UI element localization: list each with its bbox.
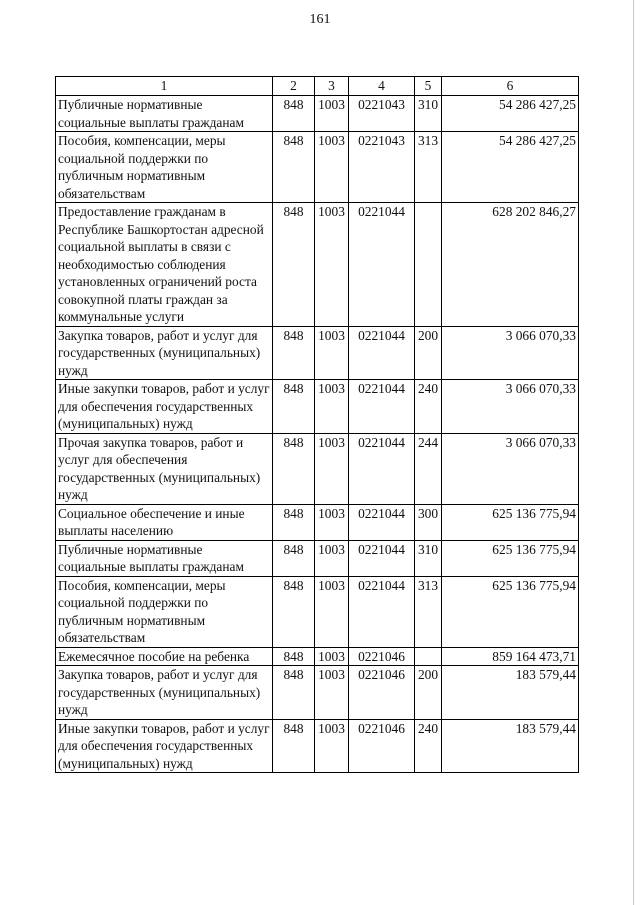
page-number: 161 bbox=[309, 12, 331, 27]
table-row bbox=[56, 326, 579, 380]
row-col2: 848 bbox=[273, 540, 315, 576]
row-col5: 240 bbox=[415, 380, 442, 434]
row-name: Публичные нормативные социальные выплаты гражданам bbox=[56, 540, 273, 576]
header-col-4: 4 bbox=[349, 77, 415, 96]
row-name: Публичные нормативные социальные выплаты гражданам bbox=[56, 96, 273, 132]
row-amount: 3 066 070,33 bbox=[442, 326, 579, 380]
header-col-5: 5 bbox=[415, 77, 442, 96]
row-col4: 0221046 bbox=[349, 647, 415, 666]
row-col5: 313 bbox=[415, 576, 442, 647]
header-row bbox=[56, 77, 579, 96]
row-amount: 54 286 427,25 bbox=[442, 96, 579, 132]
row-amount: 859 164 473,71 bbox=[442, 647, 579, 666]
table-row bbox=[56, 203, 579, 327]
row-col4: 0221044 bbox=[349, 540, 415, 576]
row-col5: 300 bbox=[415, 504, 442, 540]
row-name: Прочая закупка товаров, работ и услуг для обеспечения государственных (муниципальных) нужд bbox=[56, 433, 273, 504]
header-col-3: 3 bbox=[315, 77, 349, 96]
row-col3: 1003 bbox=[315, 433, 349, 504]
row-col2: 848 bbox=[273, 719, 315, 773]
header-col-1: 1 bbox=[56, 77, 273, 96]
row-name: Закупка товаров, работ и услуг для государственных (муниципальных) нужд bbox=[56, 666, 273, 720]
row-col2: 848 bbox=[273, 203, 315, 327]
row-col5: 310 bbox=[415, 540, 442, 576]
header-col-6: 6 bbox=[442, 77, 579, 96]
row-col2: 848 bbox=[273, 666, 315, 720]
row-name: Пособия, компенсации, меры социальной поддержки по публичным нормативным обязательствам bbox=[56, 132, 273, 203]
row-name: Иные закупки товаров, работ и услуг для обеспечения государственных (муниципальных) нужд bbox=[56, 380, 273, 434]
row-col4: 0221044 bbox=[349, 433, 415, 504]
row-col3: 1003 bbox=[315, 96, 349, 132]
row-col3: 1003 bbox=[315, 504, 349, 540]
row-amount: 183 579,44 bbox=[442, 719, 579, 773]
table-row bbox=[56, 504, 579, 540]
page-edge-line bbox=[633, 0, 634, 905]
row-name: Социальное обеспечение и иные выплаты населению bbox=[56, 504, 273, 540]
row-col3: 1003 bbox=[315, 666, 349, 720]
row-col4: 0221046 bbox=[349, 719, 415, 773]
row-col2: 848 bbox=[273, 576, 315, 647]
row-col3: 1003 bbox=[315, 540, 349, 576]
row-col5: 310 bbox=[415, 96, 442, 132]
row-col4: 0221044 bbox=[349, 203, 415, 327]
row-amount: 54 286 427,25 bbox=[442, 132, 579, 203]
row-name: Ежемесячное пособие на ребенка bbox=[56, 647, 273, 666]
table-row bbox=[56, 576, 579, 647]
row-col4: 0221043 bbox=[349, 96, 415, 132]
row-col3: 1003 bbox=[315, 132, 349, 203]
row-name: Пособия, компенсации, меры социальной поддержки по публичным нормативным обязательствам bbox=[56, 576, 273, 647]
row-col2: 848 bbox=[273, 132, 315, 203]
row-amount: 3 066 070,33 bbox=[442, 433, 579, 504]
row-amount: 183 579,44 bbox=[442, 666, 579, 720]
row-col3: 1003 bbox=[315, 326, 349, 380]
row-col2: 848 bbox=[273, 504, 315, 540]
table-row bbox=[56, 433, 579, 504]
row-col4: 0221044 bbox=[349, 576, 415, 647]
row-col5: 244 bbox=[415, 433, 442, 504]
row-amount: 628 202 846,27 bbox=[442, 203, 579, 327]
row-col5: 200 bbox=[415, 326, 442, 380]
row-col5: 313 bbox=[415, 132, 442, 203]
row-col3: 1003 bbox=[315, 576, 349, 647]
row-col2: 848 bbox=[273, 380, 315, 434]
row-col3: 1003 bbox=[315, 203, 349, 327]
table-row bbox=[56, 96, 579, 132]
table-row bbox=[56, 666, 579, 720]
row-col4: 0221044 bbox=[349, 504, 415, 540]
row-col5: 240 bbox=[415, 719, 442, 773]
row-col4: 0221046 bbox=[349, 666, 415, 720]
row-col2: 848 bbox=[273, 326, 315, 380]
row-col4: 0221044 bbox=[349, 326, 415, 380]
row-amount: 625 136 775,94 bbox=[442, 576, 579, 647]
row-amount: 3 066 070,33 bbox=[442, 380, 579, 434]
row-col4: 0221044 bbox=[349, 380, 415, 434]
header-col-2: 2 bbox=[273, 77, 315, 96]
row-name: Предоставление гражданам в Республике Башкортостан адресной социальной выплаты в связи с необходимостью соблюдения установленных ограничений роста совокупной платы граждан за коммунальные услуги bbox=[56, 203, 273, 327]
row-col3: 1003 bbox=[315, 380, 349, 434]
row-name: Иные закупки товаров, работ и услуг для обеспечения государственных (муниципальных) нужд bbox=[56, 719, 273, 773]
row-col4: 0221043 bbox=[349, 132, 415, 203]
row-col3: 1003 bbox=[315, 647, 349, 666]
row-col2: 848 bbox=[273, 647, 315, 666]
table-row bbox=[56, 540, 579, 576]
table-row bbox=[56, 647, 579, 666]
row-col3: 1003 bbox=[315, 719, 349, 773]
row-col5 bbox=[415, 203, 442, 327]
row-col5 bbox=[415, 647, 442, 666]
row-amount: 625 136 775,94 bbox=[442, 504, 579, 540]
table-row bbox=[56, 132, 579, 203]
row-amount: 625 136 775,94 bbox=[442, 540, 579, 576]
row-col5: 200 bbox=[415, 666, 442, 720]
table-row bbox=[56, 380, 579, 434]
row-col2: 848 bbox=[273, 433, 315, 504]
budget-table bbox=[55, 76, 579, 773]
row-col2: 848 bbox=[273, 96, 315, 132]
row-name: Закупка товаров, работ и услуг для государственных (муниципальных) нужд bbox=[56, 326, 273, 380]
table-row bbox=[56, 719, 579, 773]
